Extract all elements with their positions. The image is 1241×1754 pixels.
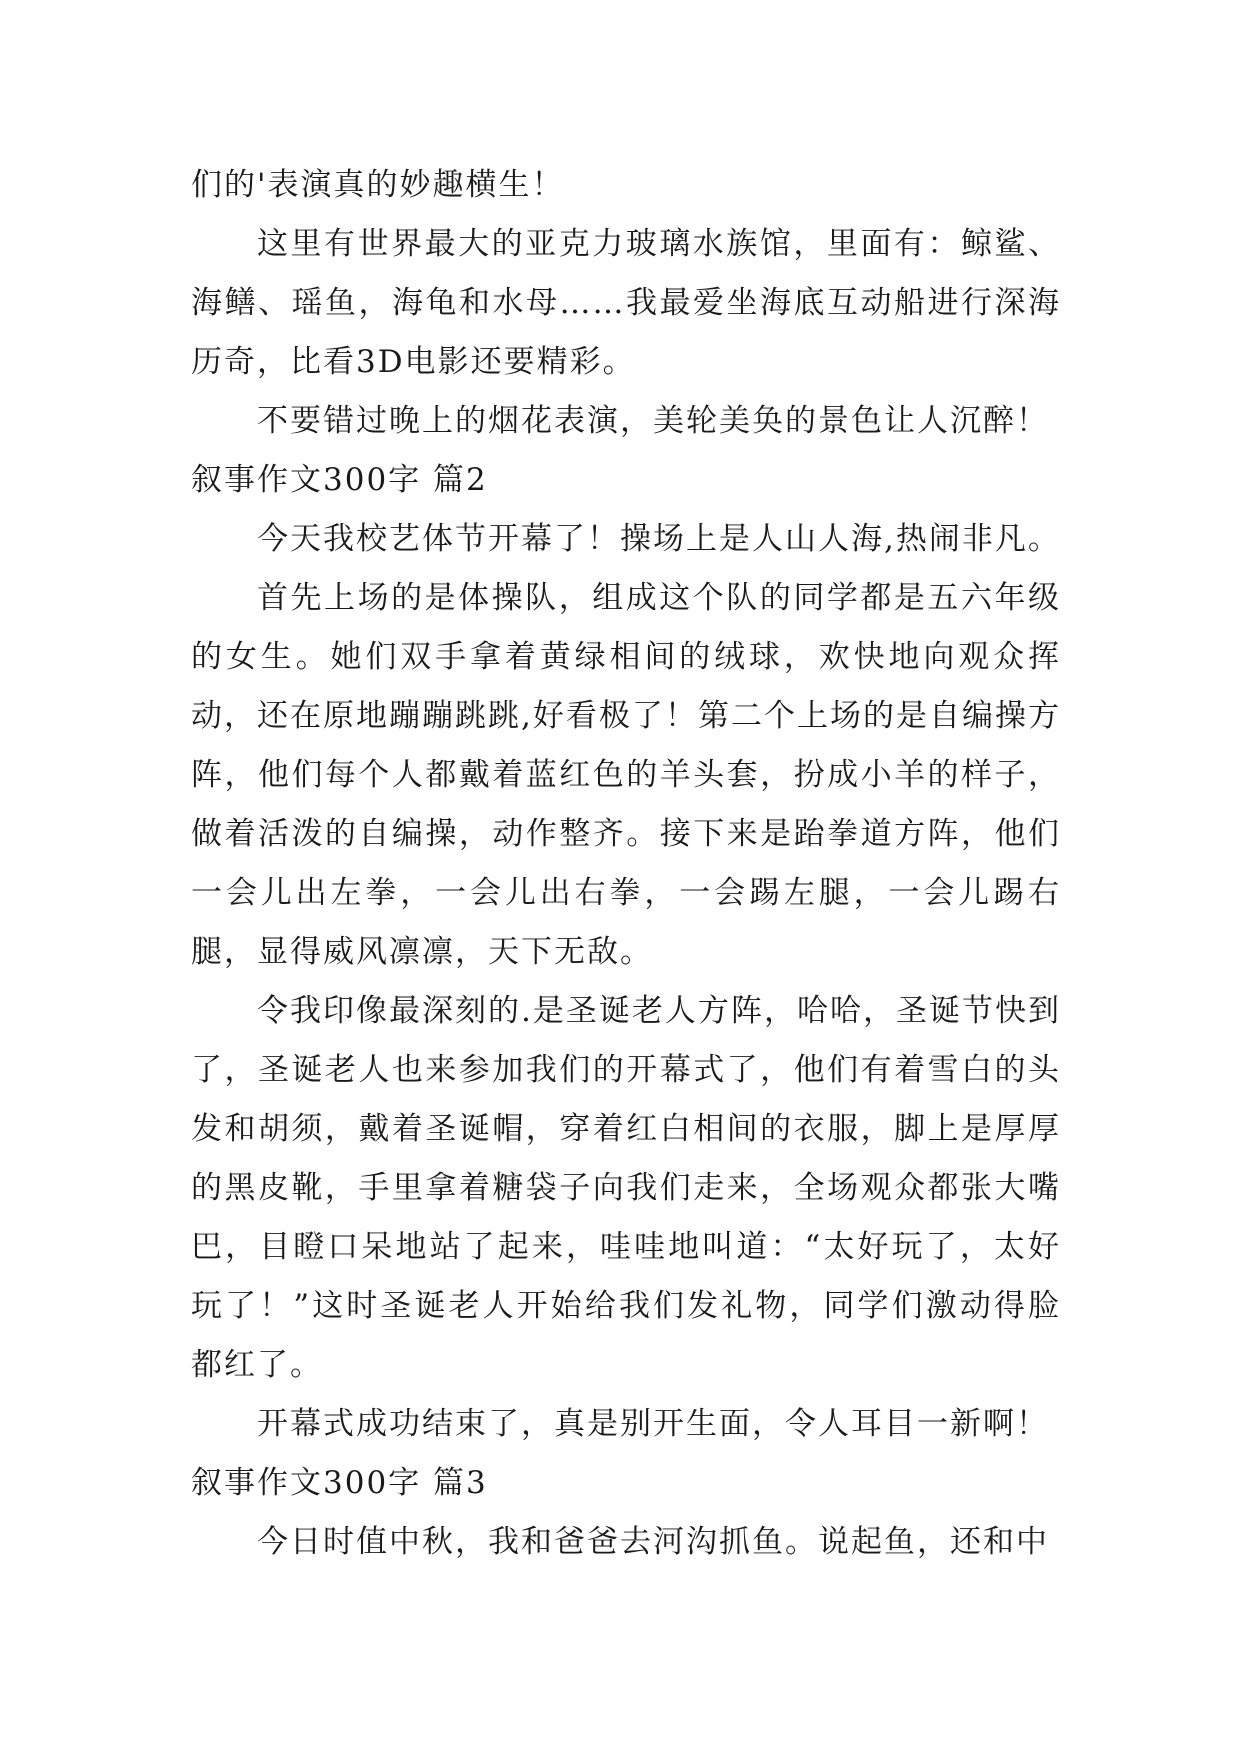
paragraph-mid-autumn: 今日时值中秋，我和爸爸去河沟抓鱼。说起鱼，还和中	[257, 1524, 1049, 1560]
paragraph-aquarium: 这里有世界最大的亚克力玻璃水族馆，里面有：鲸鲨、海鳝、瑶鱼，海龟和水母……我最爱坐海底互动船进行深海历奇，比看3D电影还要精彩。	[191, 226, 1061, 380]
paragraph-continuation: 们的'表演真的妙趣横生！	[191, 167, 565, 203]
paragraph-opening: 今天我校艺体节开幕了！操场上是人山人海,热闹非凡。	[257, 521, 1061, 557]
paragraph-fireworks: 不要错过晚上的烟花表演，美轮美奂的景色让人沉醉！	[257, 403, 1049, 439]
section-heading-2: 叙事作文300字 篇2	[191, 462, 488, 498]
section-heading-3: 叙事作文300字 篇3	[191, 1465, 488, 1501]
paragraph-closing: 开幕式成功结束了，真是别开生面，令人耳目一新啊！	[257, 1406, 1049, 1442]
document-body	[191, 156, 1061, 1572]
paragraph-santa: 令我印像最深刻的.是圣诞老人方阵，哈哈，圣诞节快到了，圣诞老人也来参加我们的开幕式了，他们有着雪白的头发和胡须，戴着圣诞帽，穿着红白相间的衣服，脚上是厚厚的黑皮靴，手里拿着糖袋子向我们走来，全场观众都张大嘴巴，目瞪口呆地站了起来，哇哇地叫道：“太好玩了，太好玩了！”这时圣诞老人开始给我们发礼物，同学们激动得脸都红了。	[191, 993, 1061, 1383]
paragraph-performances: 首先上场的是体操队，组成这个队的同学都是五六年级的女生。她们双手拿着黄绿相间的绒球，欢快地向观众挥动，还在原地蹦蹦跳跳,好看极了！第二个上场的是自编操方阵，他们每个人都戴着蓝红色的羊头套，扮成小羊的样子，做着活泼的自编操，动作整齐。接下来是跆拳道方阵，他们一会儿出左拳，一会儿出右拳，一会踢左腿，一会儿踢右腿，显得威风凛凛，天下无敌。	[191, 580, 1061, 970]
